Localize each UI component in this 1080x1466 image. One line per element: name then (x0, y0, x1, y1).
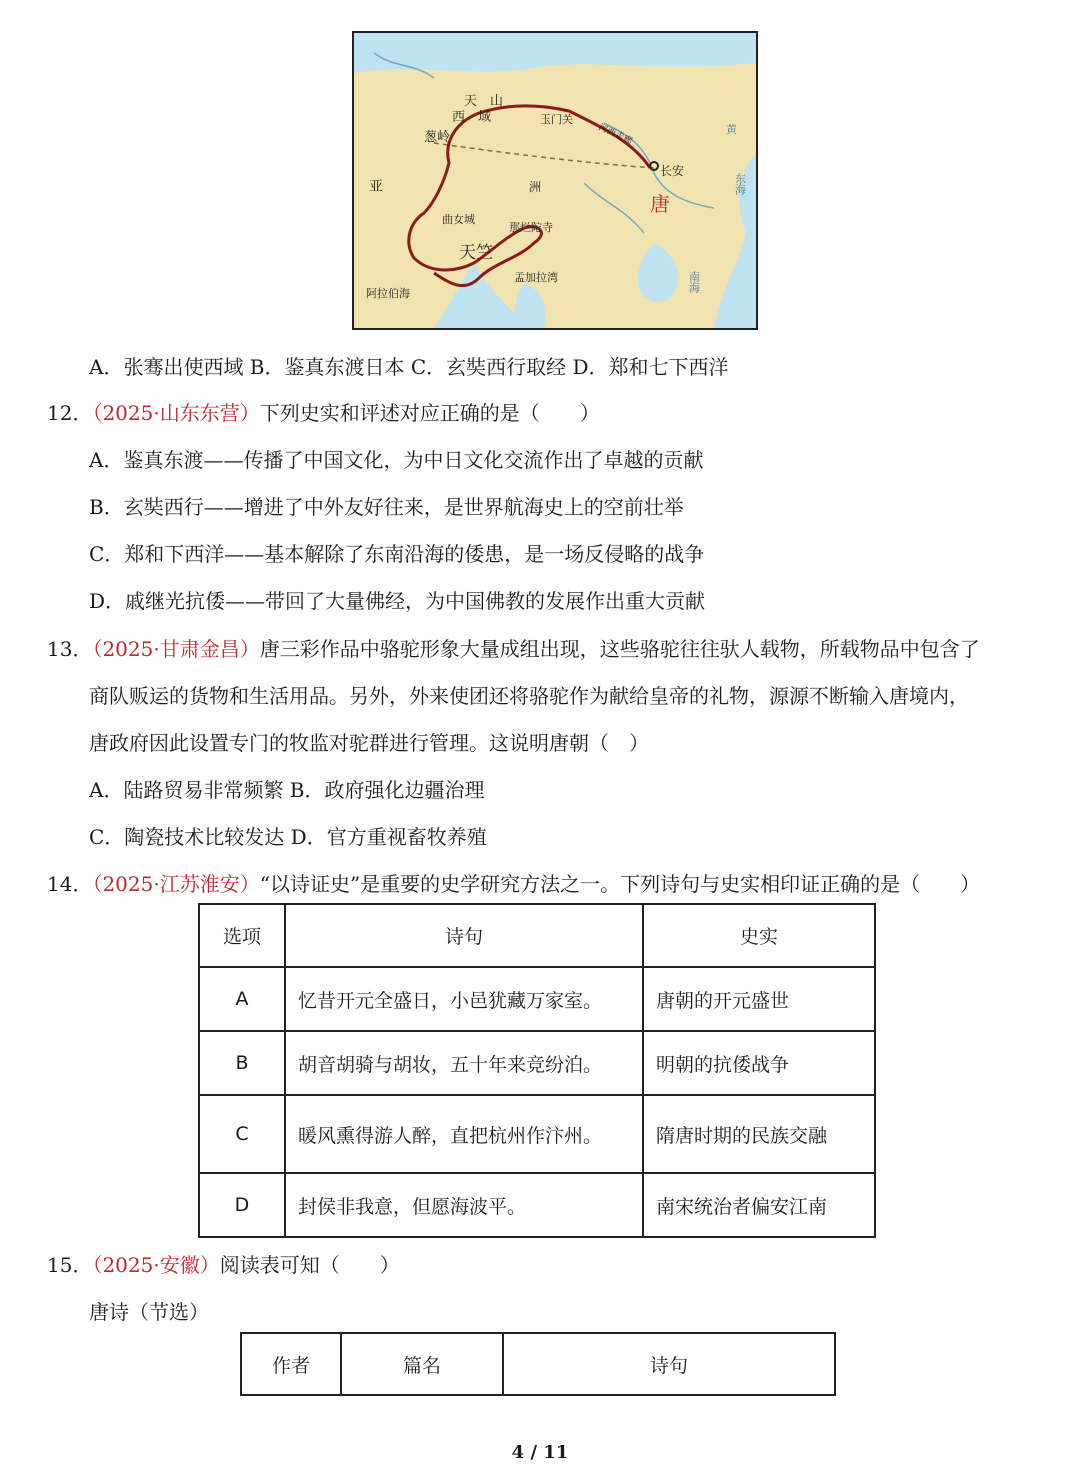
table-header-cell: 史实 (643, 904, 875, 967)
map-label-hexi: 河西走廊 (596, 122, 634, 147)
q12-option-a: A．鉴真东渡——传播了中国文化，为中日文化交流作出了卓越的贡献 (89, 448, 704, 472)
question-number: 15． (47, 1253, 93, 1277)
table-cell: D (199, 1173, 285, 1237)
page-number: 4 / 11 (511, 1442, 569, 1463)
table-header-cell: 篇名 (341, 1333, 503, 1395)
q13-question (47, 633, 980, 662)
map-label-tianshan: 天 山 (464, 94, 504, 109)
table-cell: 胡音胡骑与胡妆，五十年来竞纷泊。 (285, 1031, 643, 1095)
q13-options-cd: C．陶瓷技术比较发达 D．官方重视畜牧养殖 (89, 825, 487, 849)
map-label-nanhai: 南海 (687, 271, 701, 293)
map-label-mengjialawan: 孟加拉湾 (514, 271, 558, 284)
table-header-cell: 诗句 (285, 904, 643, 967)
table-cell: A (199, 967, 285, 1031)
map-label-zhou: 洲 (529, 180, 542, 194)
table-cell: 唐朝的开元盛世 (643, 967, 875, 1031)
question-source: （2025·山东东营） (92, 401, 260, 425)
map-label-nalantuosi: 那烂陀寺 (509, 221, 553, 234)
q14-question (47, 868, 980, 897)
map-label-tianzhu: 天竺 (459, 243, 493, 263)
table-cell: 封侯非我意，但愿海波平。 (285, 1173, 643, 1237)
table-cell: 隋唐时期的民族交融 (643, 1095, 875, 1173)
table-cell: 暖风熏得游人醉，直把杭州作汴州。 (285, 1095, 643, 1173)
table-header-cell: 诗句 (503, 1333, 835, 1395)
table-cell: 忆昔开元全盛日，小邑犹藏万家室。 (285, 967, 643, 1031)
question-stem: “以诗证史”是重要的史学研究方法之一。下列诗句与史实相印证正确的是（ ） (259, 872, 981, 896)
question-number: 13． (47, 637, 93, 661)
table-header-cell: 作者 (241, 1333, 341, 1395)
question-stem: 下列史实和评述对应正确的是（ ） (259, 401, 600, 425)
table-header-cell: 选项 (199, 904, 285, 967)
map-label-qunvcheng: 曲女城 (442, 213, 475, 226)
table-row (199, 967, 875, 1031)
q15-question (47, 1249, 400, 1278)
table-row (199, 1031, 875, 1095)
map-label-changan: 长安 (660, 164, 685, 178)
map-label-xiyu: 西 域 (452, 110, 492, 125)
table-row (199, 1173, 875, 1237)
q13-stem-line3: 唐政府因此设置专门的牧监对驼群进行管理。这说明唐朝（ ） (89, 731, 649, 755)
question-stem: 唐三彩作品中骆驼形象大量成组出现，这些骆驼往往驮人载物，所载物品中包含了 (259, 637, 980, 661)
question-source: （2025·江苏淮安） (92, 872, 260, 896)
q15-subtitle: 唐诗（节选） (89, 1300, 209, 1324)
map-label-congling: 葱岭 (424, 130, 451, 145)
question-source: （2025·安徽） (92, 1253, 220, 1277)
map-figure (352, 31, 758, 330)
q13-options-ab: A．陆路贸易非常频繁 B．政府强化边疆治理 (89, 778, 485, 802)
xuanzang-route-map (354, 33, 756, 328)
table-header-row (199, 904, 875, 967)
table-cell: 明朝的抗倭战争 (643, 1031, 875, 1095)
q12-option-c: C．郑和下西洋——基本解除了东南沿海的倭患，是一场反侵略的战争 (89, 542, 705, 566)
map-label-alaboyhai: 阿拉伯海 (366, 287, 410, 300)
question-source: （2025·甘肃金昌） (92, 637, 260, 661)
q12-question (47, 397, 600, 426)
table-header-row (241, 1333, 835, 1395)
map-label-ya: 亚 (369, 179, 383, 195)
table-cell: B (199, 1031, 285, 1095)
q12-option-b: B．玄奘西行——增进了中外友好往来，是世界航海史上的空前壮举 (89, 495, 684, 519)
question-stem: 阅读表可知（ ） (219, 1253, 400, 1277)
q13-stem-line2: 商队贩运的货物和生活用品。另外，外来使团还将骆驼作为献给皇帝的礼物，源源不断输入唐境内， (89, 684, 969, 708)
q14-table (198, 903, 876, 1238)
q11-options: A．张骞出使西域 B．鉴真东渡日本 C．玄奘西行取经 D．郑和七下西洋 (89, 355, 729, 379)
question-number: 12． (47, 401, 93, 425)
map-label-tang: 唐 (650, 192, 670, 216)
table-cell: 南宋统治者偏安江南 (643, 1173, 875, 1237)
map-label-donghai: 东海 (733, 173, 747, 195)
table-row (199, 1095, 875, 1173)
map-label-yumenguan: 玉门关 (540, 113, 573, 126)
map-label-huang: 黄 (726, 123, 737, 136)
question-number: 14． (47, 872, 93, 896)
q15-table (240, 1332, 836, 1396)
table-cell: C (199, 1095, 285, 1173)
q12-option-d: D．戚继光抗倭——带回了大量佛经，为中国佛教的发展作出重大贡献 (89, 589, 706, 613)
